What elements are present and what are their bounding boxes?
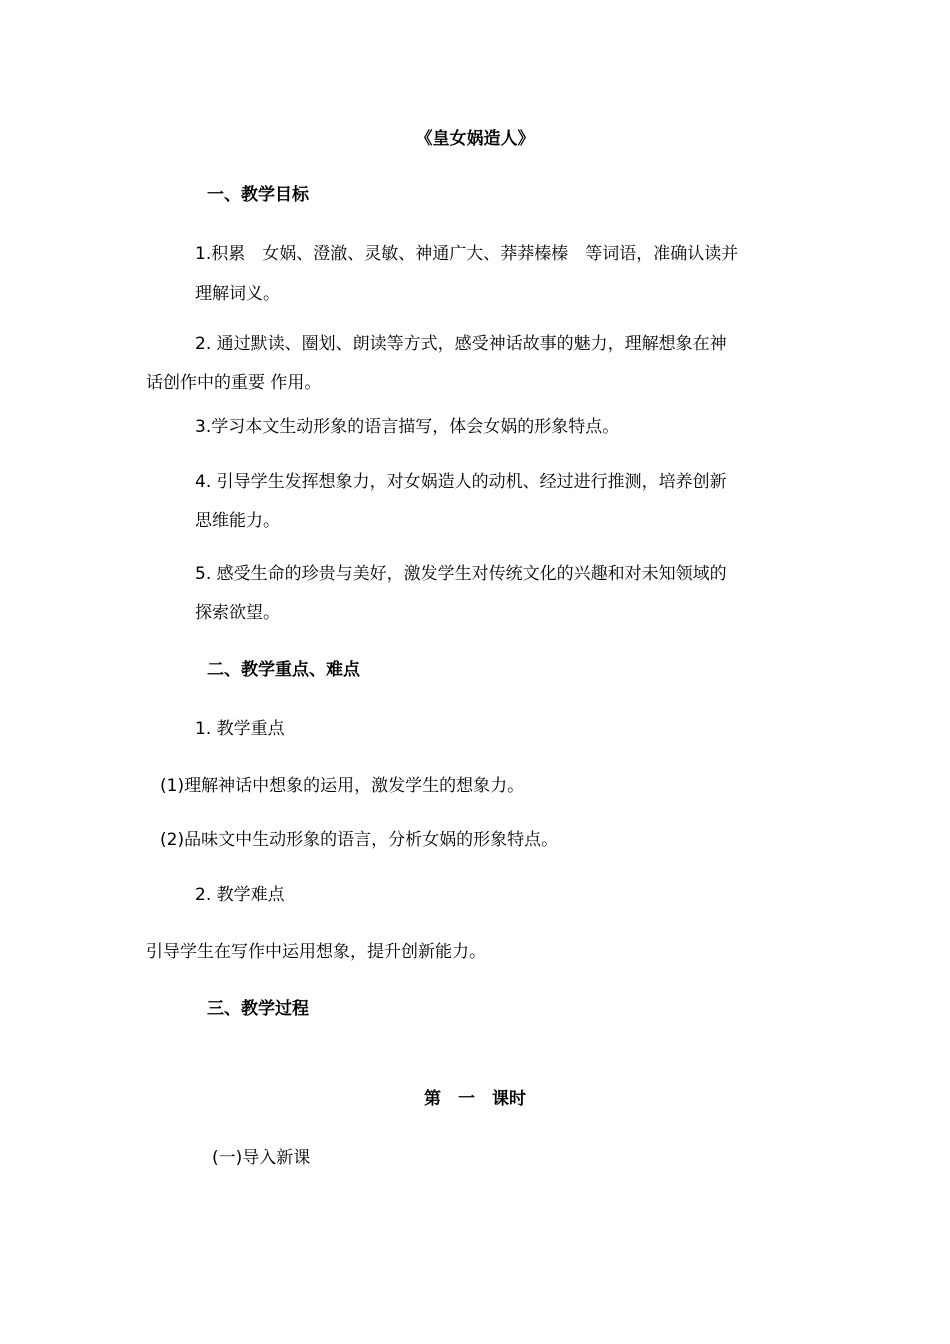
goal-4-line-1: 4. 引导学生发挥想象力，对女娲造人的动机、经过进行推测，培养创新: [195, 472, 727, 492]
step-1-intro: (一)导入新课: [212, 1148, 311, 1168]
section-heading-process: 三、教学过程: [207, 999, 309, 1019]
document-title: 《皇女娲造人》: [415, 129, 535, 149]
goal-5-line-1: 5. 感受生命的珍贵与美好，激发学生对传统文化的兴趣和对未知领域的: [195, 564, 727, 584]
goal-1-line-1: 1.积累 女娲、澄澈、灵敏、神通广大、莽莽榛榛 等词语，准确认读并: [195, 244, 739, 264]
goal-2-line-1: 2. 通过默读、圈划、朗读等方式，感受神话故事的魅力，理解想象在神: [195, 334, 727, 354]
goal-3: 3.学习本文生动形象的语言描写，体会女娲的形象特点。: [195, 417, 620, 437]
section-heading-key-points: 二、教学重点、难点: [207, 660, 360, 680]
difficulty-heading: 2. 教学难点: [195, 885, 285, 905]
key-point-1: (1)理解神话中想象的运用，激发学生的想象力。: [160, 776, 525, 796]
goal-4-line-2: 思维能力。: [195, 511, 280, 531]
lesson-title: 第 一 课时: [424, 1089, 526, 1109]
key-points-heading: 1. 教学重点: [195, 719, 285, 739]
goal-5-line-2: 探索欲望。: [195, 603, 280, 623]
key-point-2: (2)品味文中生动形象的语言，分析女娲的形象特点。: [160, 830, 559, 850]
difficulty-1: 引导学生在写作中运用想象，提升创新能力。: [146, 942, 486, 962]
section-heading-goals: 一、教学目标: [207, 185, 309, 205]
goal-1-line-2: 理解词义。: [195, 284, 280, 304]
goal-2-line-2: 话创作中的重要 作用。: [146, 373, 322, 393]
